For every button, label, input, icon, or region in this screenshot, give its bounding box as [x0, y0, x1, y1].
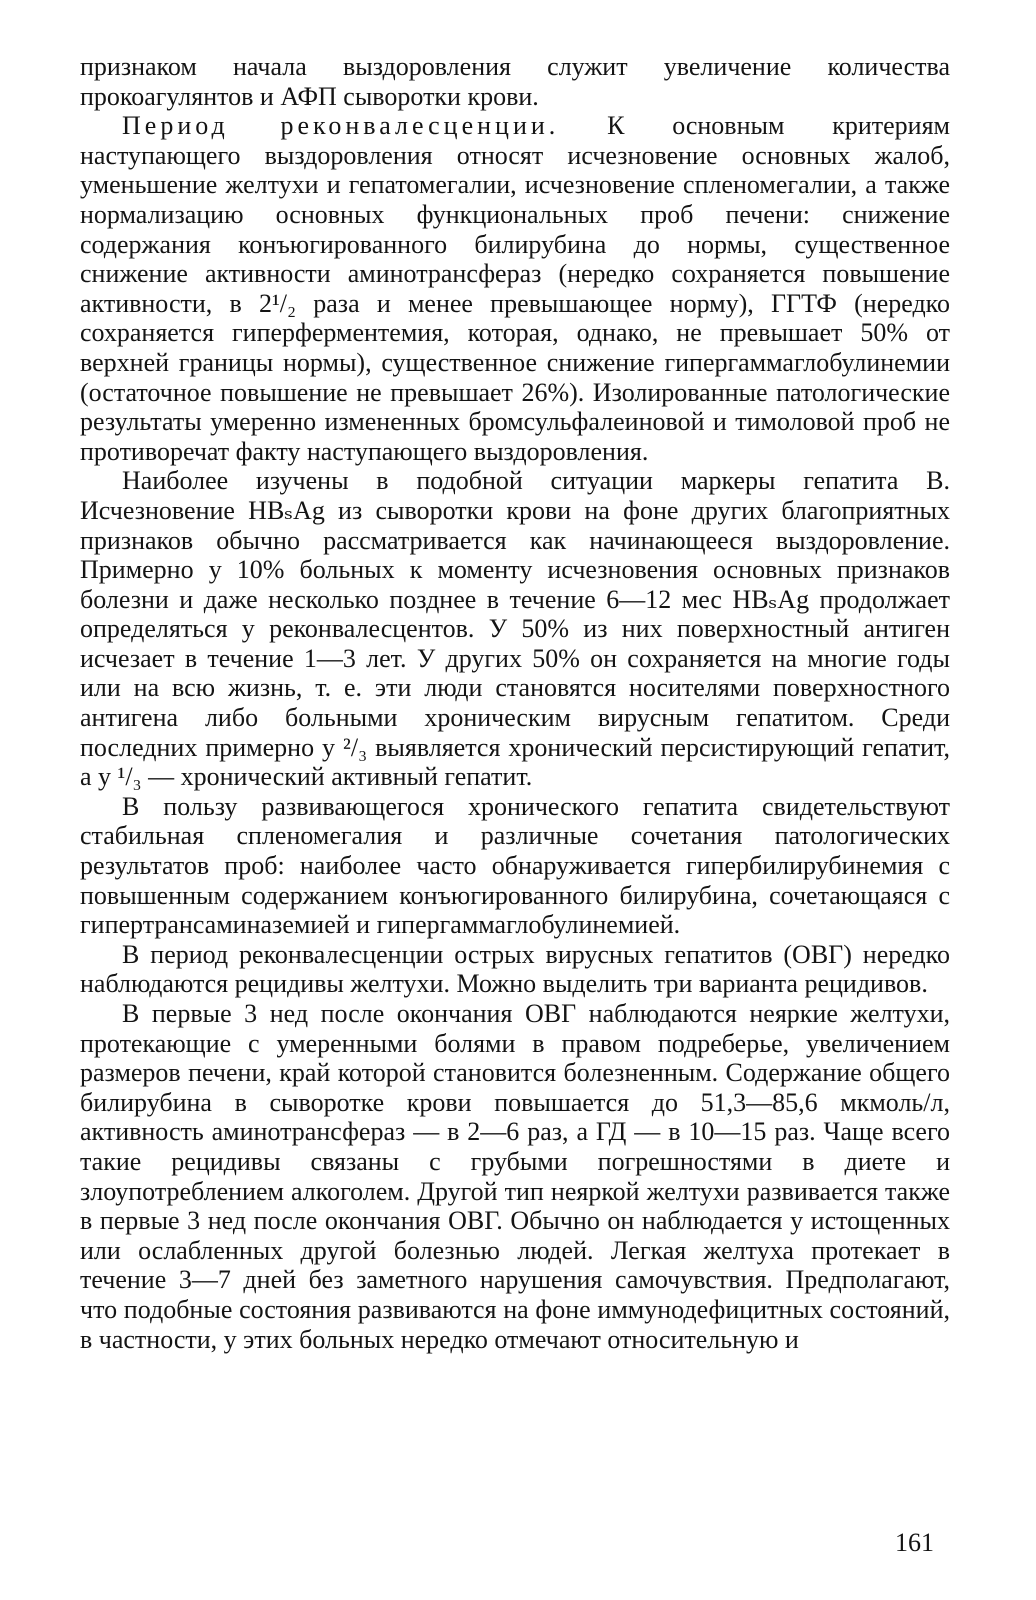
paragraph: [80, 940, 950, 999]
page-body: [80, 52, 950, 1354]
paragraph: [80, 792, 950, 940]
paragraph-text: Наиболее изучены в подобной ситуации маркеры гепатита В. Исчезновение HBₛAg из сыворотки крови на фоне других благоприятных признаков обычно рассматривается как начинающееся выздоровление. Примерно у 10% больных к моменту исчезновения основных признаков болезни и даже несколько позднее в течение 6—12 мес HBₛAg продолжает определяться у реконвалесцентов. У 50% из них поверхностный антиген исчезает в течение 1—3 лет. У других 50% он сохраняется на многие годы или на всю жизнь, т. е. эти люди становятся носителями поверхностного антигена либо больными хроническим вирусным гепатитом. Среди последних примерно у ²/₃ выявляется хронический персистирующий гепатит, а у ¹/₃ — хронический активный гепатит.: [80, 466, 950, 792]
paragraph: [80, 466, 950, 792]
paragraph: [80, 52, 950, 111]
page-number: 161: [895, 1528, 934, 1557]
section-lead: Период реконвалесценции.: [122, 111, 560, 141]
paragraph-text: К основным критериям наступающего выздоровления относят исчезновение основных жалоб, уменьшение желтухи и гепатомегалии, исчезновение спленомегалии, а также нормализацию основных функциональных проб печени: снижение содержания конъюгированного билирубина до нормы, существенное снижение активности аминотрансфераз (нередко сохраняется повышение активности, в 2¹/₂ раза и менее превышающее норму), ГГТФ (нередко сохраняется гиперферментемия, которая, однако, не превышает 50% от верхней границы нормы), существенное снижение гипергаммаглобулинемии (остаточное повышение не превышает 26%). Изолированные патологические результаты умеренно измененных бромсульфалеиновой и тимоловой проб не противоречат факту наступающего выздоровления.: [80, 111, 950, 466]
paragraph-text: признаком начала выздоровления служит увеличение количества прокоагулянтов и АФП сыворотки крови.: [80, 52, 950, 111]
paragraph: [80, 111, 950, 466]
paragraph: [80, 999, 950, 1354]
paragraph-text: В первые 3 нед после окончания ОВГ наблюдаются неяркие желтухи, протекающие с умеренными болями в правом подреберье, увеличением размеров печени, край которой становится болезненным. Содержание общего билирубина в сыворотке крови повышается до 51,3—85,6 мкмоль/л, активность аминотрансфераз — в 2—6 раз, а ГД — в 10—15 раз. Чаще всего такие рецидивы связаны с грубыми погрешностями в диете и злоупотреблением алкоголем. Другой тип неяркой желтухи развивается также в первые 3 нед после окончания ОВГ. Обычно он наблюдается у истощенных или ослабленных другой болезнью людей. Легкая желтуха протекает в течение 3—7 дней без заметного нарушения самочувствия. Предполагают, что подобные состояния развиваются на фоне иммунодефицитных состояний, в частности, у этих больных нередко отмечают относительную и: [80, 999, 950, 1354]
paragraph-text: В пользу развивающегося хронического гепатита свидетельствуют стабильная спленомегалия и различные сочетания патологических результатов проб: наиболее часто обнаруживается гипербилирубинемия с повышенным содержанием конъюгированного билирубина, сочетающаяся с гипертрансаминаземией и гипергаммаглобулинемией.: [80, 791, 950, 940]
paragraph-text: В период реконвалесценции острых вирусных гепатитов (ОВГ) нередко наблюдаются рецидивы желтухи. Можно выделить три варианта рецидивов.: [80, 939, 950, 999]
